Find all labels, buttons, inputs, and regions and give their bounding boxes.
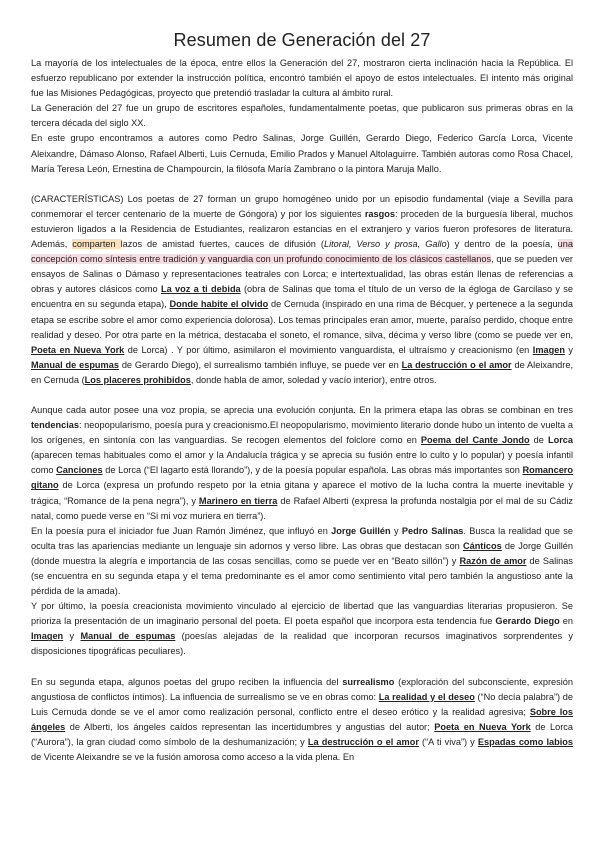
title-canticos: Cánticos (462, 540, 502, 551)
title-la-voz-a-ti-debida: La voz a ti debida (161, 284, 241, 295)
title-la-destruccion-o-el-amor: La destrucción o el amor (401, 359, 512, 370)
author-pedro-salinas: Pedro Salinas (401, 525, 464, 536)
title-donde-habite-el-olvido: Donde habite el olvido (169, 299, 269, 310)
keyword-rasgos: rasgos (364, 208, 395, 219)
title-romancero-gitano: Romancero gitano (31, 465, 573, 491)
title-poeta-en-nueva-york-2: Poeta en Nueva York (434, 721, 531, 732)
title-marinero-en-tierra: Marinero en tierra (198, 495, 278, 506)
title-imagen: Imagen (532, 344, 565, 355)
title-sobre-los-angeles: Sobre los ángeles (31, 706, 573, 732)
paragraph-tendencias: Aunque cada autor posee una voz propia, se aprecia una evolución conjunta. En la primera etapa las obras se combinan en tres tendencias: neopopularismo, poesía pura y creacionismo.El neopopularismo, movimiento literario donde hubo un intento de vuelta a los orígenes, en sintonía con las vanguardias. Se recogen elementos del folclore como en Poema del Cante Jondo de Lorca (aparecen temas habituales como el amor y la Andalucía trágica y se aprecia su fusión entre lo culto y lo popular) y poesía infantil como Canciones de Lorca (“El lagarto está llorando”), y de la poesía popular española. Las obras más importantes son Romancero gitano de Lorca (expresa un profundo respeto por la etnia gitana y aparece el motivo de la lucha contra la muerte inevitable y trágica, “Romance de la pena negra”), y Marinero en tierra de Rafael Alberti (expresa la profunda nostalgia por el mal de su Cádiz natal, como puede verse en “Si mi voz muriera en tierra”). (31, 404, 573, 521)
paragraph-intro-republica: La mayoría de los intelectuales de la época, entre ellos la Generación del 27, mostraron cierta inclinación hacia la República. El esfuerzo republicano por extender la instrucción política, encontró también el apoyo de estos intelectuales. El intento más original fue las Misiones Pedagógicas, proyecto que pretendió trasladar la cultura al ámbito rural. (31, 58, 573, 99)
author-gerardo-diego: Gerardo Diego (495, 616, 560, 627)
title-la-destruccion-o-el-amor-2: La destrucción o el amor (307, 736, 419, 747)
title-los-placeres-prohibidos: Los placeres prohibidos (84, 374, 191, 385)
keyword-surrealismo: surrealismo (342, 676, 395, 687)
spacer (31, 388, 573, 403)
spacer (31, 177, 573, 192)
title-imagen-2: Imagen (31, 631, 64, 642)
title-poeta-en-nueva-york: Poeta en Nueva York (31, 344, 125, 355)
page-title: Resumen de Generación del 27 (173, 30, 431, 50)
title-manual-de-espumas-2: Manual de espumas (80, 631, 176, 642)
title-manual-de-espumas: Manual de espumas (31, 359, 119, 370)
spacer (31, 660, 573, 675)
author-jorge-guillen: Jorge Guillén (331, 525, 391, 536)
title-espadas-como-labios: Espadas como labios (477, 736, 573, 747)
paragraph-generacion-definicion: La Generación del 27 fue un grupo de escritores españoles, fundamentalmente poetas, que publicaron sus primeras obras en la tercera década del siglo XX. (31, 103, 573, 129)
paragraph-surrealismo: En su segunda etapa, algunos poetas del grupo reciben la influencia del surrealismo (exploración del subconsciente, expresión angustiosa de conflictos íntimos). La influencia de surrealismo se ve en obras como: La realidad y el deseo (“No decía palabra”) de Luis Cernuda donde se ve el amor como realización personal, conflicto entre el deseo erótico y la realidad agresiva; Sobre los ángeles de Alberti, los ángeles caídos representan las incertidumbres y angustias del autor; Poeta en Nueva York de Lorca (“Aurora”), la gran ciudad como símbolo de la deshumanización; y La destrucción o el amor (“A ti viva”) y Espadas como labios de Vicente Aleixandre se ve la fusión amorosa como acceso a la vida plena. En (31, 676, 573, 763)
author-lorca: Lorca (547, 435, 573, 446)
title-razon-de-amor: Razón de amor (459, 555, 527, 566)
title-la-realidad-y-el-deseo: La realidad y el deseo (378, 691, 475, 702)
title-canciones: Canciones (56, 465, 103, 476)
highlight-comparten: comparten (72, 239, 121, 250)
paragraph-creacionismo: Y por último, la poesía creacionista movimiento vinculado al ejercicio de libertad que las vanguardias literarias propusieron. Se prioriza la presentación de un imaginario personal del poeta. El poeta español que incorpora esta tendencia fue Gerardo Diego en Imagen y Manual de espumas (poesías alejadas de la realidad que incorporan recursos imaginativos sorprendentes y disposiciones tipográficas peculiares). (31, 601, 573, 657)
highlight-sintesis: una concepción como síntesis entre tradición y vanguardia con un profundo conocimiento de los clásicos castellanos (31, 239, 574, 265)
title-poema-del-cante-jondo: Poema del Cante Jondo (420, 435, 530, 446)
keyword-tendencias: tendencias (31, 420, 79, 431)
document-body (31, 56, 573, 765)
paragraph-poesia-pura: En la poesía pura el iniciador fue Juan Ramón Jiménez, que influyó en Jorge Guillén y Pedro Salinas. Busca la realidad que se oculta tras las apariencias mediante un lenguaje sin adornos y verso libre. Las obras que destacan son Cánticos de Jorge Guillén (donde muestra la alegría e importancia de las cosas sencillas, como se puede ver en “Beato sillón”) y Razón de amor de Salinas (se encuentra en su segunda etapa y el tema predominante es el amor como sentimiento vital pero también la angustioso ante la pérdida de la amada). (31, 525, 574, 597)
revistas-italic: Litoral, Verso y prosa, Gallo (323, 239, 447, 250)
paragraph-caracteristicas: (CARACTERÍSTICAS) Los poetas de 27 forman un grupo homogéneo unido por un episodio fundamental (viaje a Sevilla para conmemorar el tercer centenario de la muerte de Góngora) y por los siguientes rasgos: proceden de la burguesía liberal, muchos estuvieron ligados a la Residencia de Estudiantes, realizaron estancias en el extranjero y varios fueron profesores de literatura. Además, comparten lazos de amistad fuertes, cauces de difusión (Litoral, Verso y prosa, Gallo) y dentro de la poesía, una concepción como síntesis entre tradición y vanguardia con un profundo conocimiento de los clásicos castellanos, que se pueden ver ensayos de Salinas o Dámaso y representaciones teatrales con Lorca; e intertextualidad, las obras están llenas de referencias a obras y autores clásicos como La voz a ti debida (obra de Salinas que toma el título de un verso de la égloga de Garcilaso y se encuentra en su segunda etapa), Donde habite el olvido de Cernuda (inspirado en una rima de Bécquer, y pertenece a la segunda etapa se escribe sobre el amor como experiencia dolorosa). Los temas principales eran amor, muerte, paraíso perdido, choque entre realidad y deseo. Por otra parte en la métrica, destacaba el soneto, el romance, silva, décima y verso libre (como se puede ver en, Poeta en Nueva York de Lorca) . Y por último, asimilaron el movimiento vanguardista, el ultraísmo y creacionismo (en Imagen y Manual de espumas de Gerardo Diego), el surrealismo también influye, se puede ver en La destrucción o el amor de Aleixandre, en Cernuda (Los placeres prohibidos, donde habla de amor, soledad y vacío interior), entre otros. (31, 193, 574, 385)
paragraph-autores: En este grupo encontramos a autores como Pedro Salinas, Jorge Guillén, Gerardo Diego, Federico García Lorca, Vicente Aleixandre, Dámaso Alonso, Rafael Alberti, Luis Cernuda, Emilio Prados y Manuel Altolaguirre. También autoras como Rosa Chacel, María Teresa León, Ernestina de Champourcin, la filósofa María Zambrano o la pintora Maruja Mallo. (31, 133, 573, 174)
